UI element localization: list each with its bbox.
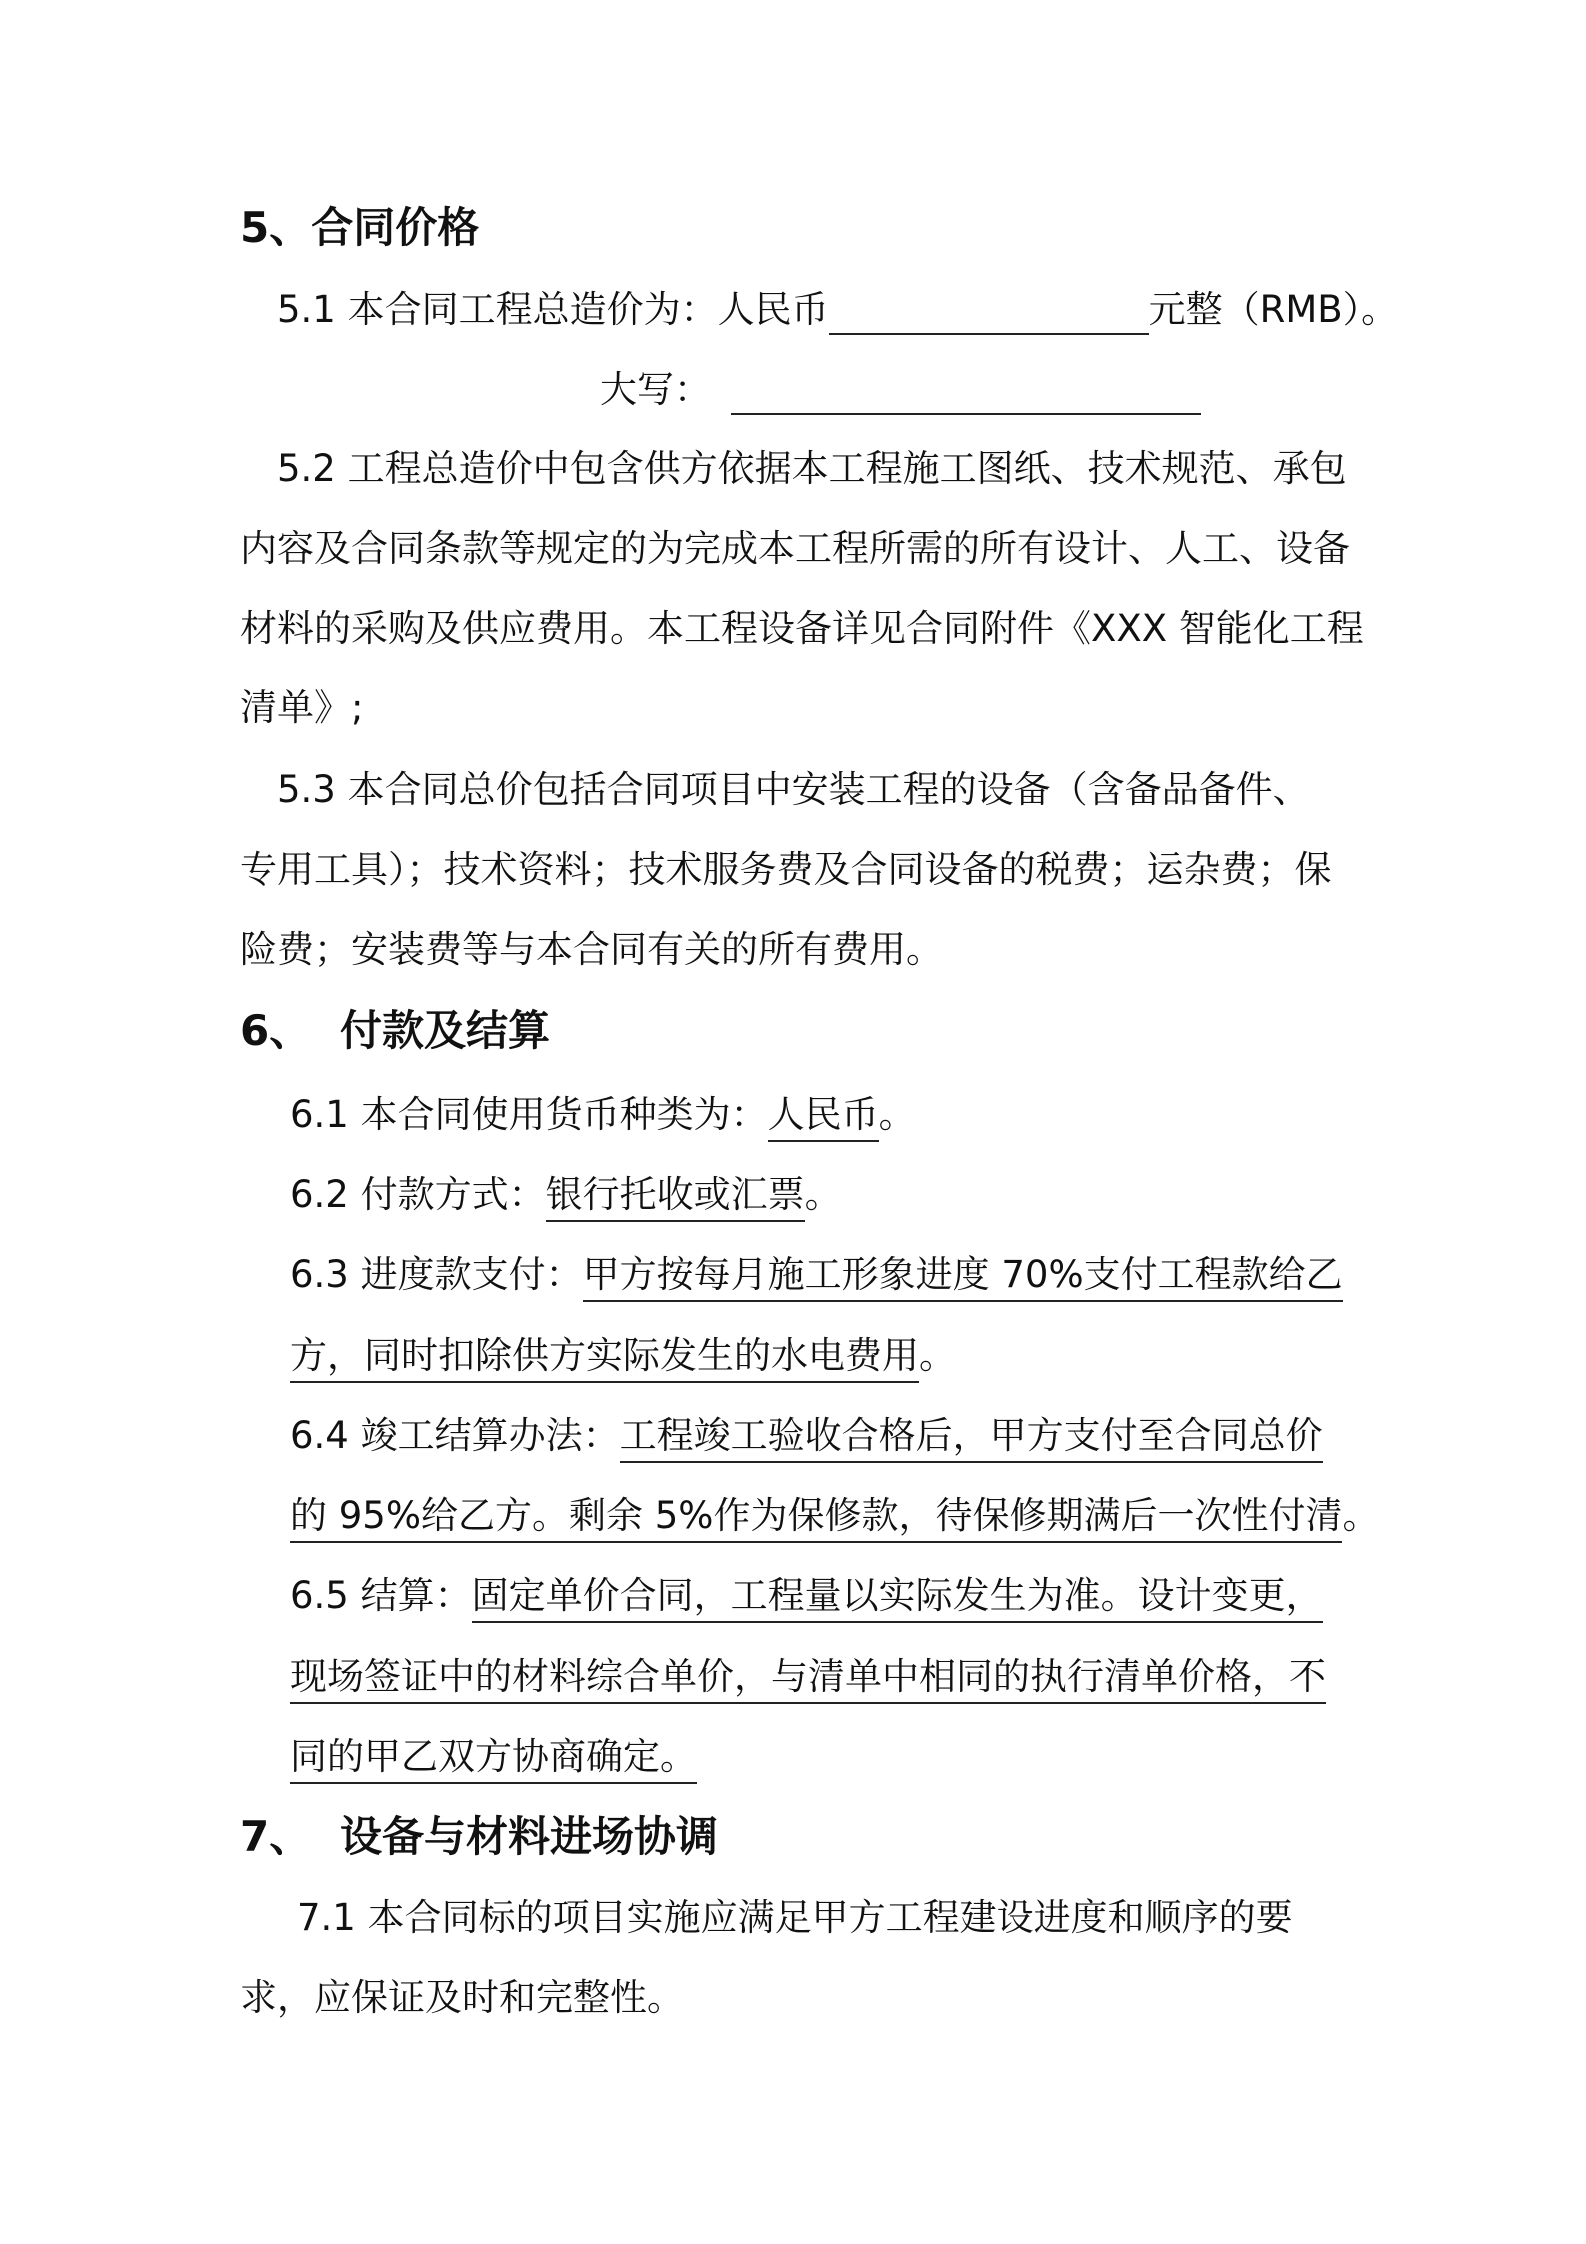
clause-6-5-line-2 — [290, 1652, 1326, 1702]
clause-6-4-label: 6.4 竣工结算办法： — [290, 1414, 620, 1457]
clause-5-3-line-1: 5.3 本合同总价包括合同项目中安装工程的设备（含备品备件、 — [277, 768, 1310, 811]
final-settlement-value-2: 的 95%给乙方。剩余 5%作为保修款，待保修期满后一次性付清 — [290, 1494, 1342, 1543]
clause-6-2-label: 6.2 付款方式： — [290, 1173, 546, 1216]
currency-value: 人民币 — [768, 1093, 879, 1142]
daxie-blank-field[interactable] — [731, 373, 1201, 415]
clause-6-1 — [290, 1090, 916, 1140]
clause-5-2-line-4: 清单》; — [240, 686, 364, 729]
section-7-title: 设备与材料进场协调 — [340, 1812, 719, 1861]
section-7-number: 7、 — [240, 1812, 312, 1861]
clause-6-4-line-1 — [290, 1411, 1323, 1461]
clause-6-5-line-1 — [290, 1571, 1323, 1621]
clause-5-2-line-1: 5.2 工程总造价中包含供方依据本工程施工图纸、技术规范、承包 — [277, 447, 1347, 490]
progress-payment-value-2: 方，同时扣除供方实际发生的水电费用 — [290, 1334, 919, 1383]
clause-6-1-end: 。 — [878, 1093, 916, 1136]
daxie-label: 大写： — [600, 368, 711, 411]
settlement-value-2: 现场签证中的材料综合单价，与清单中相同的执行清单价格，不 — [290, 1655, 1326, 1704]
section-6-heading — [240, 1006, 550, 1056]
section-7-heading — [240, 1812, 718, 1862]
daxie-row — [600, 365, 1201, 415]
settlement-value-3: 同的甲乙双方协商确定。 — [290, 1735, 697, 1784]
clause-6-3-end: 。 — [919, 1334, 956, 1377]
progress-payment-value-1: 甲方按每月施工形象进度 70%支付工程款给乙 — [583, 1253, 1343, 1302]
clause-5-2-line-2: 内容及合同条款等规定的为完成本工程所需的所有设计、人工、设备 — [240, 527, 1350, 570]
clause-7-1-line-1: 7.1 本合同标的项目实施应满足甲方工程建设进度和顺序的要 — [297, 1896, 1293, 1939]
section-6-number: 6、 — [240, 1006, 312, 1055]
section-5-heading: 5、合同价格 — [240, 203, 480, 252]
payment-method-value: 银行托收或汇票 — [546, 1173, 805, 1222]
final-settlement-value-1: 工程竣工验收合格后，甲方支付至合同总价 — [620, 1414, 1323, 1463]
clause-6-2-end: 。 — [804, 1173, 842, 1216]
clause-5-2-line-3: 材料的采购及供应费用。本工程设备详见合同附件《XXX 智能化工程 — [240, 607, 1364, 650]
clause-6-4-end: 。 — [1342, 1494, 1380, 1537]
clause-6-2 — [290, 1170, 842, 1220]
clause-6-5-label: 6.5 结算： — [290, 1574, 472, 1617]
clause-6-3-label: 6.3 进度款支付： — [290, 1253, 583, 1296]
clause-5-1-suffix: 元整（RMB）。 — [1148, 288, 1399, 331]
clause-5-3-line-2: 专用工具）；技术资料；技术服务费及合同设备的税费；运杂费；保 — [240, 848, 1332, 891]
clause-6-3-line-1 — [290, 1250, 1343, 1300]
settlement-value-1: 固定单价合同，工程量以实际发生为准。设计变更， — [472, 1574, 1323, 1623]
clause-5-3-line-3: 险费；安装费等与本合同有关的所有费用。 — [240, 928, 943, 971]
clause-6-5-line-3 — [290, 1732, 697, 1782]
clause-7-1-line-2: 求，应保证及时和完整性。 — [240, 1976, 684, 2019]
section-6-title: 付款及结算 — [340, 1006, 551, 1055]
clause-6-3-line-2 — [290, 1331, 956, 1381]
clause-5-1 — [277, 285, 1398, 335]
clause-6-1-label: 6.1 本合同使用货币种类为： — [290, 1093, 768, 1136]
clause-5-1-prefix: 5.1 本合同工程总造价为：人民币 — [277, 288, 829, 331]
price-blank-field[interactable] — [829, 293, 1149, 335]
clause-6-4-line-2 — [290, 1491, 1379, 1541]
